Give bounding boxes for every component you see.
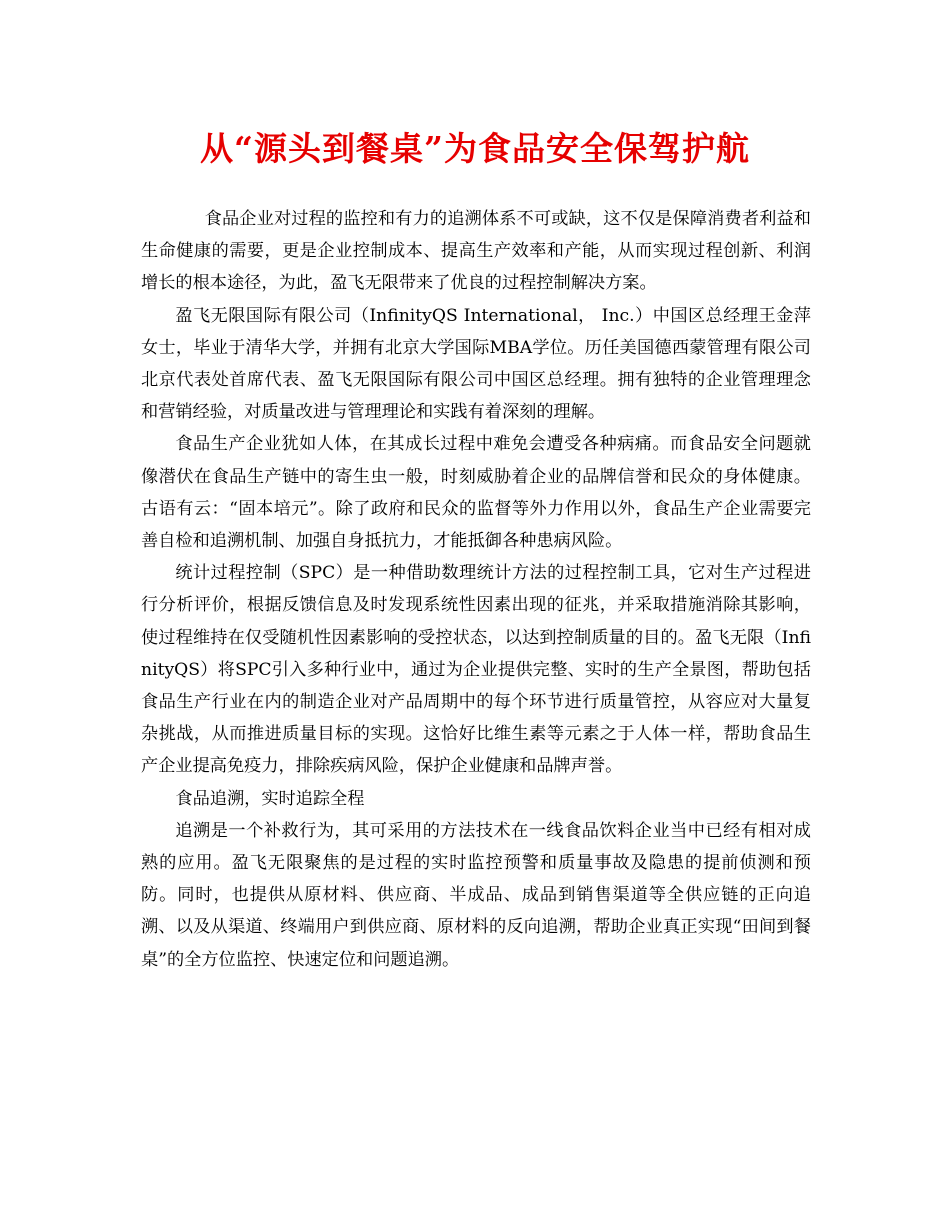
paragraph-food-safety: 食品生产企业犹如人体，在其成长过程中难免会遭受各种病痛。而食品安全问题就像潜伏在食品生产链中的寄生虫一般，时刻威胁着企业的品牌信誉和民众的身体健康。古语有云：“固本培元”。除了政府和民众的监督等外力作用以外，食品生产企业需要完善自检和追溯机制、加强自身抵抗力，才能抵御各种患病风险。 [141, 434, 811, 552]
page-title: 从“源头到餐桌”为食品安全保驾护航 [200, 129, 750, 168]
section-heading-traceability: 食品追溯，实时追踪全程 [175, 788, 365, 809]
paragraph-traceability: 追溯是一个补救行为，其可采用的方法技术在一线食品饮料企业当中已经有相对成熟的应用。盈飞无限聚焦的是过程的实时监控预警和质量事故及隐患的提前侦测和预防。同时，也提供从原材料、供应商、半成品、成品到销售渠道等全供应链的正向追溯、以及从渠道、终端用户到供应商、原材料的反向追溯，帮助企业真正实现“田间到餐桌”的全方位监控、快速定位和问题追溯。 [141, 820, 811, 970]
paragraph-manager-bio: 盈飞无限国际有限公司（InfinityQS International， Inc.）中国区总经理王金萍女士，毕业于清华大学，并拥有北京大学国际MBA学位。历任美国德西蒙管理有限公司北京代表处首席代表、盈飞无限国际有限公司中国区总经理。拥有独特的企业管理理念和营销经验，对质量改进与管理理论和实践有着深刻的理解。 [141, 305, 811, 423]
paragraph-intro: 食品企业对过程的监控和有力的追溯体系不可或缺，这不仅是保障消费者利益和生命健康的需要，更是企业控制成本、提高生产效率和产能，从而实现过程创新、利润增长的根本途径，为此，盈飞无限带来了优良的过程控制解决方案。 [141, 209, 811, 294]
paragraph-spc: 统计过程控制（SPC）是一种借助数理统计方法的过程控制工具，它对生产过程进行分析评价，根据反馈信息及时发现系统性因素出现的征兆，并采取措施消除其影响，使过程维持在仅受随机性因素影响的受控状态，以达到控制质量的目的。盈飞无限（InfinityQS）将SPC引入多种行业中，通过为企业提供完整、实时的生产全景图，帮助包括食品生产行业在内的制造企业对产品周期中的每个环节进行质量管控，从容应对大量复杂挑战，从而推进质量目标的实现。这恰好比维生素等元素之于人体一样，帮助食品生产企业提高免疫力，排除疾病风险，保护企业健康和品牌声誉。 [141, 563, 811, 777]
document-body [141, 203, 811, 976]
